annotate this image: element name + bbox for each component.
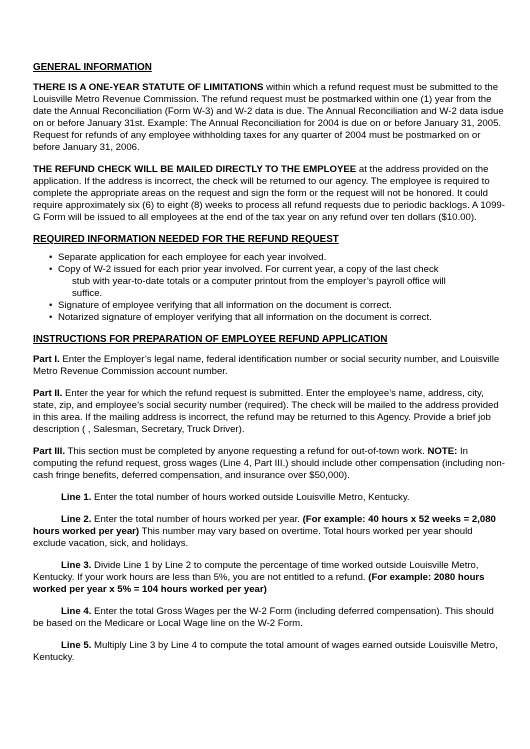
bullet-icon: • (49, 264, 53, 275)
part-3-note-text: In computing the refund request, gross wages (Line 4, Part III.) should include other compensation (including non-cash fringe benefits, deferred compensation, and insurance over $50,000). (33, 446, 505, 481)
required-list (33, 252, 506, 324)
statute-lead: THERE IS A ONE-YEAR STATUTE OF LIMITATIONS (33, 82, 264, 93)
line-3-label: Line 3. (61, 560, 92, 571)
list-item-text: Notarized signature of employer verifying that all information on the document is correct. (58, 312, 432, 323)
line-5-text: Multiply Line 3 by Line 4 to compute the total amount of wages earned outside Louisville Metro, Kentucky. (33, 640, 498, 663)
list-item (49, 252, 506, 264)
list-item-text-continued: suffice. (72, 288, 103, 299)
required-information-heading: REQUIRED INFORMATION NEEDED FOR THE REFUND REQUEST (33, 234, 339, 245)
line-1-paragraph (33, 492, 506, 504)
refund-check-lead: THE REFUND CHECK WILL BE MAILED DIRECTLY TO THE EMPLOYEE (33, 164, 357, 175)
list-item-text-continued: stub with year-to-date totals or a computer printout from the employer’s payroll office will (72, 276, 446, 287)
line-2-text: Enter the total number of hours worked per year. (91, 514, 303, 525)
line-3-text: Divide Line 1 by Line 2 to compute the percentage of time worked outside Louisville Metro, Kentucky. If your work hours are less than 5%, you are not entitled to a refund. (33, 560, 479, 583)
part-3-note-label: NOTE: (427, 446, 458, 457)
line-2-paragraph (33, 514, 506, 550)
part-1-text: Enter the Employer’s legal name, federal identification number or social security number, and Louisville Metro Revenue Commission account number. (33, 354, 500, 377)
part-1-label: Part I. (33, 354, 60, 365)
part-2-paragraph (33, 388, 506, 436)
statute-paragraph (33, 82, 506, 154)
line-5-paragraph (33, 640, 506, 664)
line-2-label: Line 2. (61, 514, 92, 525)
line-1-label: Line 1. (61, 492, 92, 503)
refund-check-paragraph (33, 164, 506, 224)
line-1-text: Enter the total number of hours worked outside Louisville Metro, Kentucky. (91, 492, 410, 503)
line-5-label: Line 5. (61, 640, 92, 651)
list-item (49, 300, 506, 312)
line-4-paragraph (33, 606, 506, 630)
refund-check-text: at the address provided on the application. If the address is incorrect, the check will be returned to our agency. The employee is required to complete the appropriate areas on the request and sign the form or the request will not be honored. It could require approximately six (6) to eight (8) weeks to process all refund requests due to periodic backlogs. A 1099-G Form will be issued to all employees at the end of the tax year on any refund over ten dollars ($10.00). (33, 164, 505, 223)
list-item-text: Separate application for each employee for each year involved. (58, 252, 327, 263)
part-3-paragraph (33, 446, 506, 482)
line-4-text: Enter the total Gross Wages per the W-2 Form (including deferred compensation). This should be based on the Medicare or Local Wage line on the W-2 Form. (33, 606, 494, 629)
line-2-tail: This number may vary based on overtime. Total hours worked per year should exclude vacation, sick, and holidays. (33, 526, 473, 549)
part-3-label: Part III. (33, 446, 65, 457)
statute-text: within which a refund request must be submitted to the Louisville Metro Revenue Commission. The refund request must be postmarked within one (1) year from the date the Annual Reconciliation (Form W-3) and W-2 data is due. The Annual Reconciliation and W-2 data isdue on or before January 31st. Example: The Annual Reconciliation for 2004 is due on or before January 31, 2005. Request for refunds of any employee withholding taxes for any quarter of 2004 must be postmarked on or before January 31, 2006. (33, 82, 504, 153)
part-1-paragraph (33, 354, 506, 378)
line-3-paragraph (33, 560, 506, 596)
list-item-text: Signature of employee verifying that all information on the document is correct. (58, 300, 392, 311)
instructions-heading: INSTRUCTIONS FOR PREPARATION OF EMPLOYEE REFUND APPLICATION (33, 334, 388, 345)
general-information-heading: GENERAL INFORMATION (33, 62, 152, 73)
bullet-icon: • (49, 300, 53, 311)
bullet-icon: • (49, 312, 53, 323)
bullet-icon: • (49, 252, 53, 263)
part-3-text: This section must be completed by anyone requesting a refund for out-of-town work. (65, 446, 428, 457)
part-2-label: Part II. (33, 388, 63, 399)
line-2-example: (For example: 40 hours x 52 weeks = 2,080 hours worked per year) (33, 514, 496, 537)
line-3-example: (For example: 2080 hours worked per year x 5% = 104 hours worked per year) (33, 572, 485, 595)
list-item-text: Copy of W-2 issued for each prior year involved. For current year, a copy of the last check (58, 264, 439, 275)
part-2-text: Enter the year for which the refund request is submitted. Enter the employee’s name, address, city, state, zip, and employee’s social security number (required). The check will be mailed to the address provided in this area. If the mailing address is incorrect, the refund may be returned to this Agency. Provide a brief job description ( , Salesman, Secretary, Truck Driver). (33, 388, 499, 435)
list-item (49, 264, 506, 300)
list-item (49, 312, 506, 324)
line-4-label: Line 4. (61, 606, 92, 617)
